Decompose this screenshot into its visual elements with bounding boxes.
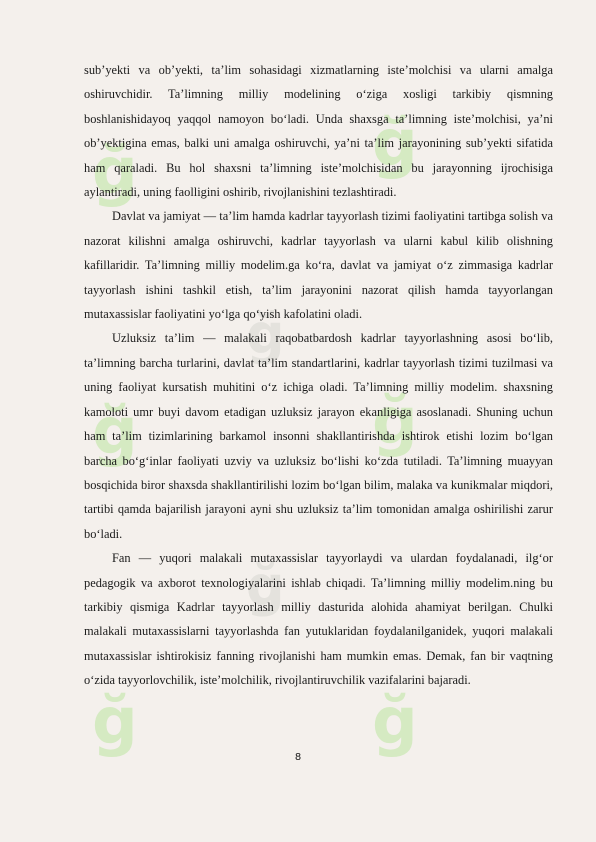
watermark-logo: ğ bbox=[372, 385, 418, 459]
page-number: 8 bbox=[294, 752, 302, 763]
watermark-logo: ğ bbox=[92, 135, 138, 209]
watermark-logo: ğ bbox=[372, 685, 418, 759]
paragraph-davlat-va-jamiyat: Davlat va jamiyat — ta’lim hamda kadrlar tayyorlash tizimi faoliyatini tartibga solish va nazorat kilishni amalga oshiruvchi, kadrlar tayyorlash va ularni kabul kilib olishning kafillaridir. Ta’limning milliy modelim.ga ko‘ra, davlat va jamiyat o‘z zimmasiga kadrlar tayyorlash ishini tashkil etish, ta’lim jarayonini nazorat qilish hamda tayyorlangan mutaxassislar faoliyatini yo‘lga qo‘yish kafolatini oladi. bbox=[84, 209, 553, 322]
paragraph-fan: Fan — yuqori malakali mutaxassislar tayyorlaydi va ulardan foydalanadi, ilg‘or pedagogik va axborot texnologiyalarini ishlab chiqadi. Ta’limning milliy modelim.ning bu tarkibiy qismiga Kadrlar tayyorlash milliy dasturida alohida ahamiyat berilgan. Chulki malakali mutaxassislarni tayyorlashda fan yutuklaridan foydalanilganidek, yuqori malakali mutaxassislar ishtirokisiz fanning rivojlanishi ham mumkin emas. Demak, fan bir vaqtning o‘zida tayyorlovchilik, iste’molchilik, rivojlantiruvchilik vazifalarini bajaradi. bbox=[84, 551, 553, 688]
watermark-logo: ğ bbox=[92, 395, 138, 469]
watermark-logo: ğ bbox=[372, 107, 418, 181]
watermark-logo: ğ bbox=[246, 555, 285, 618]
watermark-logo: ğ bbox=[92, 685, 138, 759]
paragraph-uzluksiz-talim: Uzluksiz ta’lim — malakali raqobatbardosh kadrlar tayyorlashning asosi bo‘lib, ta’limning barcha turlarini, davlat ta’lim standartlarini, kadrlar tayyorlash tizimi tuzilmasi va uning faoliyat kursatish muhitini o‘z ichiga oladi. Ta’limning milliy modelim. shaxsning kamoloti umr buyi davom etadigan uzluksiz jarayon ekanligiga asoslanadi. Shuning uchun ham ta’lim tizimlarining barkamol insonni shakllantirishda ishtirok etishi lozim bo‘lgan barcha bo‘g‘inlar faoliyati uzviy va uzluksiz bo‘lishi ko‘zda tutiladi. Ta’limning muayyan bosqichida biror shaxsda shakllantirilishi lozim bo‘lgan bilim, malaka va kunikmalar miqdori, tartibi qamda bajarilish jarayoni ayni shu uzluksiz ta’lim tomonidan amalga oshirilishi zarur bo‘ladi. bbox=[84, 331, 553, 541]
paragraph-continuation: sub’yekti va ob’yekti, ta’lim sohasidagi xizmatlarning iste’molchisi va ularni amalga oshiruvchidir. Ta’limning milliy modelining o‘ziga xosligi tarkibiy qismning boshlanishidayoq yaqqol namoyon bo‘ladi. Unda shaxsga ta’limning iste’molchisi, ya’ni ob’yektigina emas, balki uni amalga oshiruvchi, ya’ni ta’lim jarayonining sub’yekti sifatida ham qaraladi. Bu hol shaxsni ta’limning iste’molchisidan bu jarayonning ijrochisiga aylantiradi, uning faolligini oshirib, rivojlanishini tezlashtiradi. bbox=[84, 63, 553, 200]
watermark-logo: ğ bbox=[246, 303, 285, 366]
document-body bbox=[84, 58, 553, 693]
